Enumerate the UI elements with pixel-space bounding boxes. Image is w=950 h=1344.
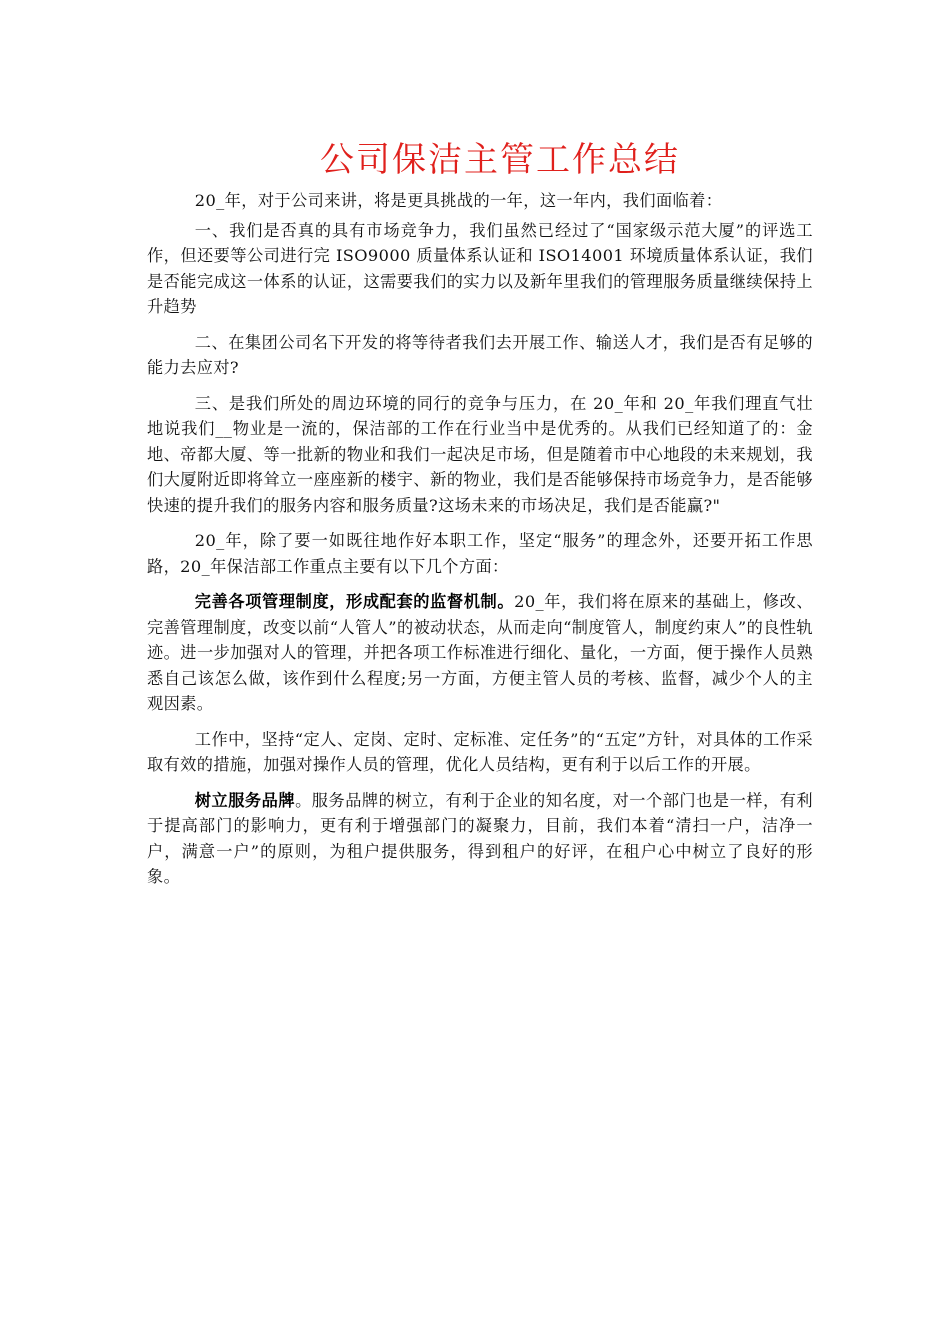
paragraph-point-two: 二、在集团公司名下开发的将等待者我们去开展工作、输送人才，我们是否有足够的能力去应对? [147, 332, 813, 377]
paragraph-point-one: 一、我们是否真的具有市场竞争力，我们虽然已经过了“国家级示范大厦”的评选工作，但还要等公司进行完 ISO9000 质量体系认证和 ISO14001 环境质量体系认证，我们是否能完成这一体系的认证，这需要我们的实力以及新年里我们的管理服务质量继续保持上升趋势 [147, 220, 813, 316]
heading-management-system: 完善各项管理制度，形成配套的监督机制。 [194, 592, 515, 611]
paragraph-point-three: 三、是我们所处的周边环境的同行的竞争与压力，在 20_年和 20_年我们理直气壮地说我们__物业是一流的，保洁部的工作在行业当中是优秀的。从我们已经知道了的：金地、帝都大厦、等一批新的物业和我们一起决足市场，但是随着市中心地段的未来规划，我们大厦附近即将耸立一座座新的楼宇、新的物业，我们是否能够保持市场竞争力，是否能够快速的提升我们的服务内容和服务质量?这场未来的市场决足，我们是否能赢?" [147, 393, 813, 515]
paragraph-five-fixed: 工作中，坚持“定人、定岗、定时、定标准、定任务”的“五定”方针，对具体的工作采取有效的措施，加强对操作人员的管理，优化人员结构，更有利于以后工作的开展。 [147, 729, 813, 774]
text-service-brand: 。服务品牌的树立，有利于企业的知名度，对一个部门也是一样，有利于提高部门的影响力，更有利于增强部门的凝聚力，目前，我们本着“清扫一户，洁净一户，满意一户”的原则，为租户提供服务，得到租户的好评，在租户心中树立了良好的形象。 [147, 790, 813, 886]
heading-service-brand: 树立服务品牌 [194, 790, 296, 810]
document-title: 公司保洁主管工作总结 [320, 140, 680, 180]
text-management-system: 20_年，我们将在原来的基础上，修改、完善管理制度，改变以前“人管人”的被动状态，从而走向“制度管人，制度约束人”的良性轨迹。进一步加强对人的管理，并把各项工作标准进行细化、量化，一方面，便于操作人员熟悉自己该怎么做，该作到什么程度;另一方面，方便主管人员的考核、监督，减少个人的主观因素。 [147, 592, 813, 713]
document-body [147, 188, 813, 900]
paragraph-service-brand [147, 788, 813, 890]
paragraph-management-system [147, 589, 813, 717]
paragraph-focus-intro: 20_年，除了要一如既往地作好本职工作，坚定“服务”的理念外，还要开拓工作思路，20_年保洁部工作重点主要有以下几个方面： [147, 531, 813, 576]
paragraph-intro: 20_年，对于公司来讲，将是更具挑战的一年，这一年内，我们面临着： [194, 191, 723, 210]
